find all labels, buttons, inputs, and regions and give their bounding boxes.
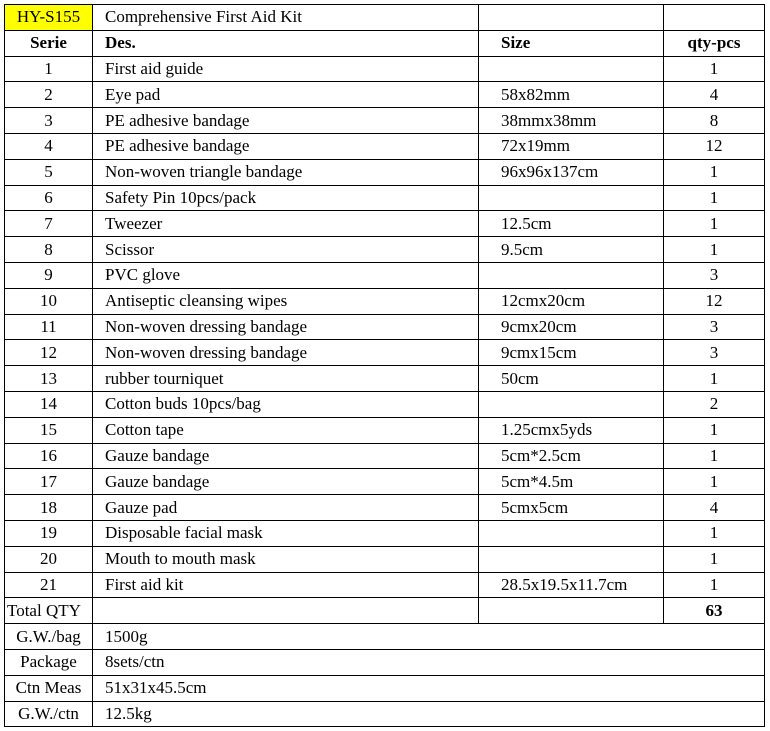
item-description-cell: PE adhesive bandage — [93, 108, 479, 134]
item-quantity-cell: 12 — [664, 288, 765, 314]
item-description-cell: Cotton buds 10pcs/bag — [93, 391, 479, 417]
serial-number-cell: 9 — [5, 262, 93, 288]
table-row — [5, 82, 765, 108]
packing-label-cell: Ctn Meas — [5, 675, 93, 701]
serial-number-cell: 10 — [5, 288, 93, 314]
serial-number-cell: 13 — [5, 366, 93, 392]
item-description-cell: Gauze pad — [93, 495, 479, 521]
table-body — [5, 5, 765, 727]
model-code-cell: HY-S155 — [5, 5, 93, 31]
serial-number-cell: 16 — [5, 443, 93, 469]
item-quantity-cell: 1 — [664, 185, 765, 211]
packing-value-cell: 12.5kg — [93, 701, 765, 727]
serial-number-cell: 19 — [5, 520, 93, 546]
total-blank-cell — [93, 598, 479, 624]
table-row — [5, 443, 765, 469]
item-quantity-cell: 4 — [664, 82, 765, 108]
serial-number-cell: 3 — [5, 108, 93, 134]
packing-label-cell: G.W./bag — [5, 624, 93, 650]
serial-number-cell: 7 — [5, 211, 93, 237]
item-description-cell: Non-woven dressing bandage — [93, 314, 479, 340]
item-quantity-cell: 3 — [664, 262, 765, 288]
packing-value-cell: 8sets/ctn — [93, 649, 765, 675]
item-description-cell: Tweezer — [93, 211, 479, 237]
item-size-cell: 38mmx38mm — [479, 108, 664, 134]
item-description-cell: Disposable facial mask — [93, 520, 479, 546]
item-description-cell: Antiseptic cleansing wipes — [93, 288, 479, 314]
serial-number-cell: 4 — [5, 133, 93, 159]
size-header: Size — [479, 30, 664, 56]
item-description-cell: Eye pad — [93, 82, 479, 108]
table-row — [5, 391, 765, 417]
table-row — [5, 572, 765, 598]
table-row — [5, 262, 765, 288]
table-row — [5, 469, 765, 495]
item-description-cell: Safety Pin 10pcs/pack — [93, 185, 479, 211]
item-description-cell: Mouth to mouth mask — [93, 546, 479, 572]
item-quantity-cell: 1 — [664, 366, 765, 392]
item-quantity-cell: 8 — [664, 108, 765, 134]
item-size-cell: 5cmx5cm — [479, 495, 664, 521]
first-aid-kit-spec-table — [4, 4, 765, 727]
item-quantity-cell: 3 — [664, 340, 765, 366]
table-row — [5, 211, 765, 237]
item-description-cell: PE adhesive bandage — [93, 133, 479, 159]
item-quantity-cell: 2 — [664, 391, 765, 417]
item-quantity-cell: 4 — [664, 495, 765, 521]
item-quantity-cell: 1 — [664, 572, 765, 598]
item-quantity-cell: 1 — [664, 546, 765, 572]
table-row — [5, 417, 765, 443]
table-row — [5, 366, 765, 392]
item-description-cell: Gauze bandage — [93, 469, 479, 495]
item-size-cell — [479, 520, 664, 546]
item-quantity-cell: 1 — [664, 159, 765, 185]
serial-number-cell: 11 — [5, 314, 93, 340]
packing-value-cell: 51x31x45.5cm — [93, 675, 765, 701]
item-size-cell — [479, 262, 664, 288]
total-quantity-cell: 63 — [664, 598, 765, 624]
item-quantity-cell: 1 — [664, 211, 765, 237]
item-size-cell: 28.5x19.5x11.7cm — [479, 572, 664, 598]
title-blank-cell — [479, 5, 664, 31]
serial-number-cell: 21 — [5, 572, 93, 598]
item-size-cell: 96x96x137cm — [479, 159, 664, 185]
serial-number-cell: 15 — [5, 417, 93, 443]
total-label-cell: Total QTY — [5, 598, 93, 624]
table-row — [5, 546, 765, 572]
item-quantity-cell: 1 — [664, 469, 765, 495]
table-row — [5, 520, 765, 546]
item-quantity-cell: 12 — [664, 133, 765, 159]
serial-number-cell: 14 — [5, 391, 93, 417]
table-row — [5, 340, 765, 366]
item-description-cell: Cotton tape — [93, 417, 479, 443]
quantity-header: qty-pcs — [664, 30, 765, 56]
table-row — [5, 108, 765, 134]
item-description-cell: Scissor — [93, 237, 479, 263]
table-row — [5, 288, 765, 314]
description-header: Des. — [93, 30, 479, 56]
item-description-cell: First aid guide — [93, 56, 479, 82]
item-size-cell: 58x82mm — [479, 82, 664, 108]
packing-info-row — [5, 624, 765, 650]
item-description-cell: First aid kit — [93, 572, 479, 598]
item-size-cell — [479, 56, 664, 82]
item-quantity-cell: 3 — [664, 314, 765, 340]
kit-title-cell: Comprehensive First Aid Kit — [93, 5, 479, 31]
table-row — [5, 237, 765, 263]
serial-number-cell: 12 — [5, 340, 93, 366]
item-description-cell: Non-woven triangle bandage — [93, 159, 479, 185]
table-row — [5, 495, 765, 521]
table-row — [5, 159, 765, 185]
serial-number-cell: 8 — [5, 237, 93, 263]
table-row — [5, 314, 765, 340]
serial-number-cell: 20 — [5, 546, 93, 572]
item-quantity-cell: 1 — [664, 443, 765, 469]
item-size-cell: 12cmx20cm — [479, 288, 664, 314]
item-size-cell: 5cm*2.5cm — [479, 443, 664, 469]
item-size-cell: 5cm*4.5m — [479, 469, 664, 495]
item-size-cell: 9cmx20cm — [479, 314, 664, 340]
serial-number-cell: 2 — [5, 82, 93, 108]
serial-number-cell: 17 — [5, 469, 93, 495]
packing-label-cell: Package — [5, 649, 93, 675]
item-quantity-cell: 1 — [664, 520, 765, 546]
title-blank-cell — [664, 5, 765, 31]
item-description-cell: Gauze bandage — [93, 443, 479, 469]
packing-info-row — [5, 701, 765, 727]
packing-info-row — [5, 649, 765, 675]
item-size-cell: 1.25cmx5yds — [479, 417, 664, 443]
total-row — [5, 598, 765, 624]
item-size-cell: 50cm — [479, 366, 664, 392]
item-description-cell: Non-woven dressing bandage — [93, 340, 479, 366]
packing-info-row — [5, 675, 765, 701]
item-size-cell: 72x19mm — [479, 133, 664, 159]
table-row — [5, 185, 765, 211]
item-size-cell: 9.5cm — [479, 237, 664, 263]
item-quantity-cell: 1 — [664, 237, 765, 263]
item-size-cell — [479, 546, 664, 572]
serial-number-cell: 18 — [5, 495, 93, 521]
item-description-cell: rubber tourniquet — [93, 366, 479, 392]
item-size-cell: 9cmx15cm — [479, 340, 664, 366]
item-size-cell — [479, 391, 664, 417]
packing-label-cell: G.W./ctn — [5, 701, 93, 727]
column-header-row — [5, 30, 765, 56]
serial-number-cell: 1 — [5, 56, 93, 82]
item-size-cell — [479, 185, 664, 211]
serial-number-cell: 5 — [5, 159, 93, 185]
packing-value-cell: 1500g — [93, 624, 765, 650]
table-row — [5, 133, 765, 159]
serial-number-cell: 6 — [5, 185, 93, 211]
table-row — [5, 56, 765, 82]
item-description-cell: PVC glove — [93, 262, 479, 288]
serie-header: Serie — [5, 30, 93, 56]
item-quantity-cell: 1 — [664, 417, 765, 443]
item-size-cell: 12.5cm — [479, 211, 664, 237]
total-blank-cell — [479, 598, 664, 624]
item-quantity-cell: 1 — [664, 56, 765, 82]
title-row — [5, 5, 765, 31]
